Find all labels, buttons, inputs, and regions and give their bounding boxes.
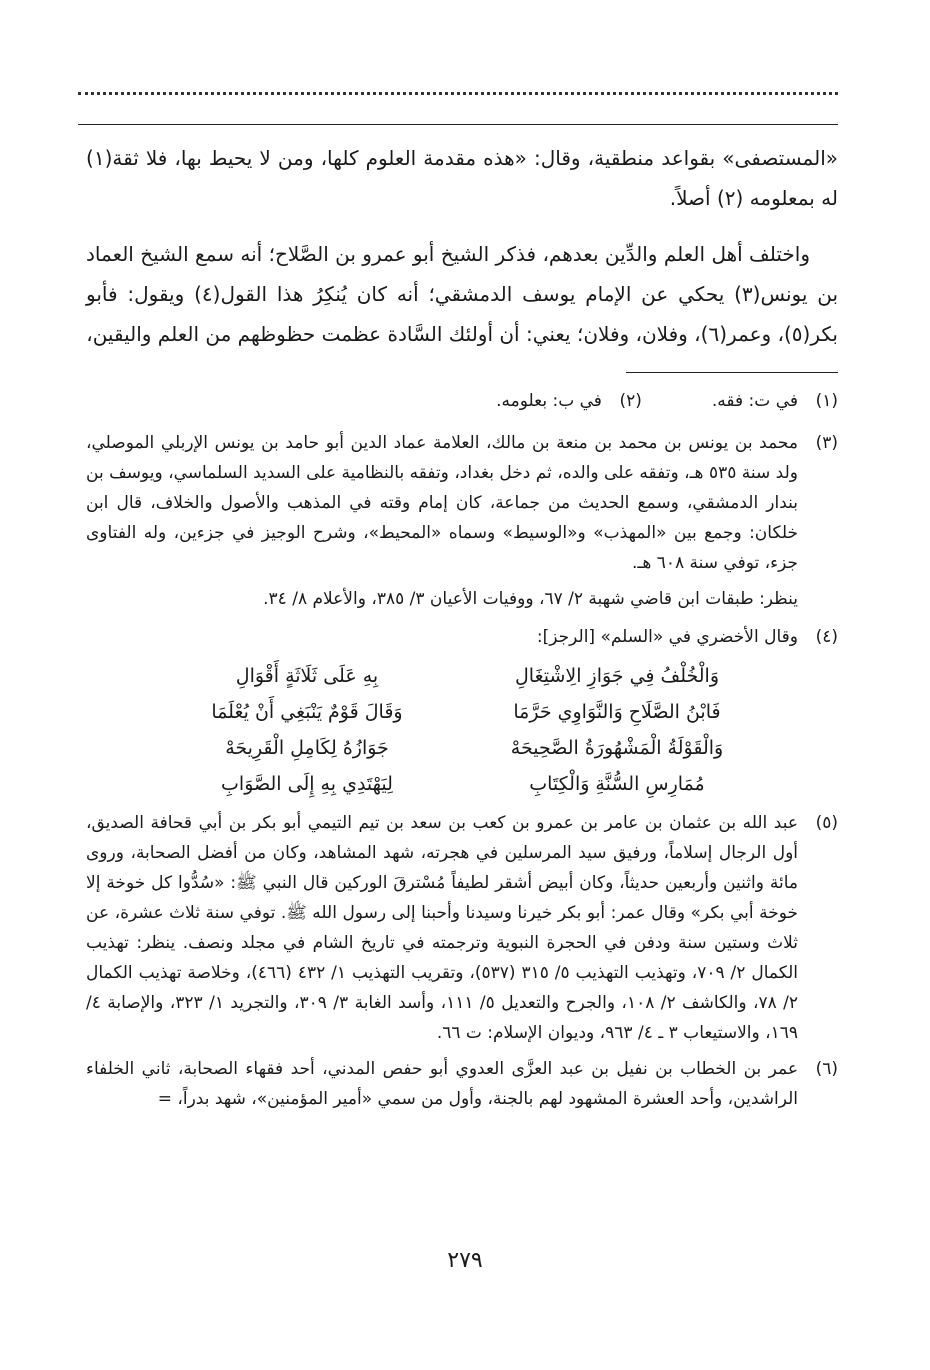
verse-2-second-hemistich: وَقَالَ قَوْمٌ يَنْبَغِي أَنْ يُعْلَمَا [211, 701, 403, 723]
footnote-2-number: (٢) [619, 391, 642, 411]
main-paragraph-1: «المستصفى» بقواعد منطقية، وقال: «هذه مقدمة العلوم كلها، ومن لا يحيط بها، فلا ثقة(١) له بمعلومه (٢) أصلاً. [86, 146, 838, 210]
poem-verses [86, 658, 838, 802]
footnote-6-number: (٦) [815, 1059, 838, 1079]
footnote-5 [86, 808, 838, 1048]
verse-4-second-hemistich: لِيَهْتَدِي بِهِ إِلَى الصَّوَابِ [221, 773, 393, 795]
footnote-6 [86, 1054, 838, 1114]
footnote-4 [86, 622, 838, 652]
footnotes-row-1-2 [86, 386, 838, 422]
verse-4-first-hemistich: مُمَارِسِ السُّنَّةِ وَالْكِتَابِ [529, 773, 705, 795]
footnote-3 [86, 428, 838, 578]
footnote-3-text: محمد بن يونس بن محمد بن منعة بن مالك، العلامة عماد الدين أبو حامد بن يونس الإربلي الموصلي، ولد سنة ٥٣٥ هـ، وتفقه على والده، ثم دخل بغداد، وتفقه بالنظامية على السديد السلماسي، ويوسف بن بندار الدمشقي، وسمع الحديث من جماعة، كان إمام وقته في المذهب والأصول والخلاف، قال ابن خلكان: وجمع بين «المهذب» و«الوسيط» وسماه «المحيط»، وشرح الوجيز في جزءين، وله الفتاوى جزء، توفي سنة ٦٠٨ هـ. [86, 433, 798, 573]
main-text [86, 138, 838, 354]
verse-3-first-hemistich: وَالْقَوْلَةُ الْمَشْهُورَةُ الصَّحِيحَهْ [510, 737, 724, 759]
verse-1-second-hemistich: بِهِ عَلَى ثَلَاثَةٍ أَقْوَالِ [235, 665, 379, 687]
footnote-6-text: عمر بن الخطاب بن نفيل بن عبد العزَّى العدوي أبو حفص المدني، أحد فقهاء الصحابة، ثاني الخلفاء الراشدين، وأحد العشرة المشهود لهم بالجنة، وأول من سمي «أمير المؤمنين»، شهد بدراً، = [86, 1059, 798, 1109]
footnote-5-text: عبد الله بن عثمان بن عامر بن عمرو بن كعب بن سعد بن تيم التيمي أبو بكر بن أبي قحافة الصديق، أول الرجال إسلاماً، ورفيق سيد المرسلين في هجرته، شهد المشاهد، وكان من أفضل الصحابة، وروى مائة واثنين وأربعين حديثاً، وكان أبيض أشقر لطيفاً مُسْترقَ الوركين قال النبي ﷺ: «سُدُّوا كل خوخة إلا خوخة أبي بكر» وقال عمر: أبو بكر خيرنا وسيدنا وأحبنا إلى رسول الله ﷺ. توفي سنة ثلاث عشرة، عن ثلاث وستين سنة ودفن في الحجرة النبوية وترجمته في تاريخ الشام في مجلد ونصف. ينظر: تهذيب الكمال ٢/ ٧٠٩، وتهذيب التهذيب ٥/ ٣١٥ (٥٣٧)، وتقريب التهذيب ١/ ٤٣٢ (٤٦٦)، وخلاصة تهذيب الكمال ٢/ ٧٨، والكاشف ٢/ ١٠٨، والجرح والتعديل ٥/ ١١١، وأسد الغابة ٣/ ٣٠٩، والتجريد ١/ ٣٢٣، والإصابة ٤/ ١٦٩، والاستيعاب ٣ ـ ٤/ ٩٦٣، وديوان الإسلام: ت ٦٦. [86, 813, 799, 1043]
header-solid-rule [78, 124, 838, 125]
footnote-separator [626, 372, 838, 373]
main-paragraph-2: واختلف أهل العلم والدِّين بعدهم، فذكر الشيخ أبو عمرو بن الصَّلاح؛ أنه سمع الشيخ العماد بن يونس(٣) يحكي عن الإمام يوسف الدمشقي؛ أنه كان يُنكِرُ هذا القول(٤) ويقول: فأبو بكر(٥)، وعمر(٦)، وفلان، وفلان؛ يعني: أن أولئك السَّادة عظمت حظوظهم من العلم واليقين، [86, 242, 839, 346]
verse-2-first-hemistich: فَابْنُ الصَّلَاحِ وَالنَّوَاوِي حَرَّمَا [513, 701, 721, 723]
footnote-2-text: في ب: بعلومه. [496, 391, 602, 411]
page-number: ٢٧٩ [447, 1248, 483, 1273]
footnotes [86, 386, 838, 1120]
footnote-2 [496, 386, 642, 416]
footnote-3-references: ينظر: طبقات ابن قاضي شهبة ٢/ ٦٧، ووفيات الأعيان ٣/ ٣٨٥، والأعلام ٨/ ٣٤. [263, 589, 798, 609]
footnote-1-text: في ت: فقه. [711, 391, 798, 411]
verse-1-first-hemistich: وَالْخُلْفُ فِي جَوَازِ الِاشْتِغَالِ [514, 665, 720, 687]
footnote-3-number: (٣) [815, 433, 838, 453]
footnote-1-number: (١) [815, 391, 838, 411]
footnote-4-text: وقال الأخضري في «السلم» [الرجز]: [536, 627, 798, 647]
footnote-4-number: (٤) [815, 627, 838, 647]
footnote-5-number: (٥) [815, 813, 838, 833]
verse-3-second-hemistich: جَوَازُهُ لِكَامِلِ الْقَرِيحَهْ [225, 737, 389, 759]
footnote-1 [712, 386, 838, 416]
header-dotted-rule [78, 92, 838, 95]
